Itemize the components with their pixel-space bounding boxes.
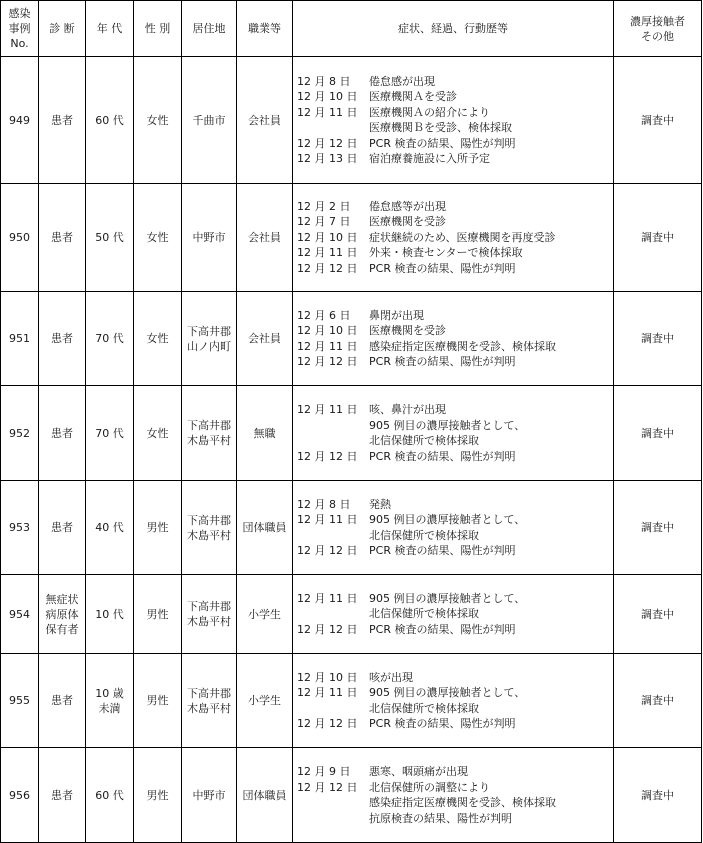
event-text: PCR 検査の結果、陽性が判明 — [369, 261, 516, 275]
event-date: 12 月 8 日 — [297, 74, 351, 88]
case-no-cell-text: 953 — [9, 521, 30, 534]
header-row — [1, 1, 702, 57]
diagnosis-cell — [39, 184, 86, 292]
contacts-cell — [614, 481, 702, 575]
contacts-cell — [614, 184, 702, 292]
events-cell — [293, 748, 614, 843]
event-date: 12 月 11 日 — [297, 591, 358, 605]
table-row — [1, 481, 702, 575]
diagnosis-cell — [39, 57, 86, 184]
occupation-cell — [237, 748, 293, 843]
case-no-cell — [1, 481, 39, 575]
sex-cell — [134, 386, 182, 481]
residence-cell — [182, 748, 237, 843]
event-text: 咳が出現 — [369, 670, 413, 684]
event-date: 12 月 11 日 — [297, 686, 358, 699]
event-text: 905 例目の濃厚接触者として、 — [369, 418, 526, 432]
case-no-cell — [1, 386, 39, 481]
residence-cell — [182, 654, 237, 748]
age-cell-text: 70 代 — [95, 426, 124, 440]
diagnosis-cell — [39, 654, 86, 748]
sex-cell-text: 女性 — [146, 231, 169, 244]
residence-cell — [182, 575, 237, 654]
table-row — [1, 575, 702, 654]
event-date: 12 月 12 日 — [297, 717, 358, 730]
contacts-cell-text: 調査中 — [641, 788, 674, 802]
header-contacts-line: 濃厚接触者 — [630, 14, 685, 28]
age-cell — [86, 654, 134, 748]
sex-cell — [134, 57, 182, 184]
event-text: 医療機関を受診 — [369, 215, 446, 229]
event-text: 抗原検査の結果、陽性が判明 — [369, 811, 512, 825]
table-body — [1, 57, 702, 843]
diagnosis-cell-text: 患者 — [51, 113, 73, 127]
age-cell — [86, 386, 134, 481]
events-cell — [293, 575, 614, 654]
contacts-cell-text: 調査中 — [641, 607, 674, 621]
event-date — [297, 418, 369, 434]
contacts-cell-text: 調査中 — [641, 521, 674, 534]
event-date — [297, 433, 369, 449]
residence-cell-text: 木島平村 — [187, 701, 231, 715]
event-date: 12 月 11 日 — [297, 513, 358, 526]
event-text: 905 例目の濃厚接触者として、 — [369, 513, 526, 526]
event-text: 悪寒、咽頭痛が出現 — [369, 765, 468, 778]
header-case-no-line: No. — [10, 37, 29, 50]
diagnosis-cell-text: 患者 — [51, 788, 73, 802]
header-case-no-line: 感染 — [8, 7, 31, 20]
diagnosis-cell-text: 保有者 — [45, 622, 79, 636]
event-text: 北信保健所で検体採取 — [369, 607, 479, 621]
event-list — [297, 764, 609, 826]
header-case-no — [1, 1, 39, 57]
event-list — [297, 497, 609, 559]
diagnosis-cell — [39, 575, 86, 654]
age-cell-text: 70 代 — [95, 332, 124, 345]
event-text: 北信保健所で検体採取 — [369, 434, 479, 447]
case-no-cell — [1, 654, 39, 748]
diagnosis-cell-text: 無症状 — [45, 592, 79, 606]
event-text: 北信保健所の調整により — [369, 780, 490, 794]
sex-cell-text: 男性 — [146, 788, 169, 802]
residence-cell-text: 山ノ内町 — [187, 339, 231, 353]
case-no-cell — [1, 184, 39, 292]
header-contacts — [614, 1, 702, 57]
contacts-cell — [614, 654, 702, 748]
table-row — [1, 654, 702, 748]
event-date: 12 月 12 日 — [297, 261, 358, 275]
event-date: 12 月 12 日 — [297, 622, 358, 636]
event-date — [297, 120, 369, 136]
event-text: 医療機関Ａの紹介により — [369, 105, 490, 119]
diagnosis-cell-text: 患者 — [51, 694, 73, 707]
header-contacts-line: その他 — [641, 29, 674, 43]
case-no-cell-text: 949 — [9, 113, 30, 127]
event-text: PCR 検査の結果、陽性が判明 — [369, 622, 516, 636]
age-cell-text: 60 代 — [95, 788, 124, 802]
case-no-cell-text: 954 — [9, 607, 30, 621]
header-age: 年 代 — [86, 1, 134, 57]
header-residence: 居住地 — [182, 1, 237, 57]
event-text: 医療機関を受診 — [369, 324, 446, 337]
contacts-cell — [614, 57, 702, 184]
event-date — [297, 795, 369, 811]
events-cell — [293, 292, 614, 386]
residence-cell-text: 木島平村 — [187, 434, 231, 447]
event-text: 鼻閉が出現 — [369, 308, 424, 322]
sex-cell-text: 男性 — [146, 694, 169, 707]
sex-cell — [134, 292, 182, 386]
contacts-cell — [614, 575, 702, 654]
event-text: 医療機関Ｂを受診、検体採取 — [369, 121, 512, 134]
residence-cell-text: 下高井郡 — [187, 686, 231, 700]
diagnosis-cell — [39, 386, 86, 481]
header-case-no-line: 事例 — [8, 22, 31, 35]
residence-cell-text: 下高井郡 — [187, 324, 231, 338]
event-text: 北信保健所で検体採取 — [369, 701, 479, 715]
occupation-cell — [237, 57, 293, 184]
residence-cell — [182, 481, 237, 575]
diagnosis-cell-text: 患者 — [51, 521, 73, 534]
event-text: 咳、鼻汁が出現 — [369, 403, 446, 416]
header-events: 症状、経過、行動歴等 — [293, 1, 614, 57]
event-date: 12 月 11 日 — [297, 105, 358, 119]
contacts-cell — [614, 748, 702, 843]
occupation-cell — [237, 292, 293, 386]
events-cell — [293, 184, 614, 292]
case-no-cell-text: 956 — [9, 788, 30, 802]
contacts-cell-text: 調査中 — [641, 426, 674, 440]
residence-cell-text: 中野市 — [192, 231, 226, 244]
event-date: 12 月 11 日 — [297, 403, 358, 416]
residence-cell — [182, 386, 237, 481]
case-no-cell — [1, 292, 39, 386]
age-cell-text: 40 代 — [95, 521, 124, 534]
occupation-cell-text: 会社員 — [248, 113, 281, 127]
occupation-cell — [237, 654, 293, 748]
case-no-cell — [1, 748, 39, 843]
occupation-cell-text: 小学生 — [248, 607, 281, 621]
age-cell-text: 10 歳 — [95, 686, 124, 700]
case-no-cell-text: 952 — [9, 426, 30, 440]
occupation-cell-text: 小学生 — [248, 694, 281, 707]
table-row — [1, 184, 702, 292]
residence-cell-text: 木島平村 — [187, 615, 231, 628]
event-date: 12 月 12 日 — [297, 449, 358, 463]
sex-cell-text: 女性 — [146, 113, 169, 127]
diagnosis-cell-text: 病原体 — [45, 607, 79, 621]
header-sex: 性 別 — [134, 1, 182, 57]
residence-cell — [182, 292, 237, 386]
diagnosis-cell — [39, 292, 86, 386]
sex-cell-text: 男性 — [146, 607, 169, 621]
age-cell — [86, 575, 134, 654]
residence-cell-text: 下高井郡 — [187, 419, 231, 432]
event-text: 医療機関Ａを受診 — [369, 90, 457, 103]
event-text: 宿泊療養施設に入所予定 — [369, 152, 490, 165]
sex-cell — [134, 184, 182, 292]
occupation-cell — [237, 386, 293, 481]
event-list — [297, 670, 609, 732]
diagnosis-cell-text: 患者 — [51, 426, 73, 440]
occupation-cell-text: 無職 — [253, 426, 276, 440]
age-cell-text: 60 代 — [95, 113, 124, 127]
occupation-cell — [237, 481, 293, 575]
event-text: PCR 検査の結果、陽性が判明 — [369, 544, 516, 557]
contacts-cell — [614, 386, 702, 481]
age-cell — [86, 292, 134, 386]
age-cell-text: 50 代 — [95, 231, 124, 244]
age-cell — [86, 184, 134, 292]
residence-cell-text: 下高井郡 — [187, 600, 231, 613]
event-text: 北信保健所で検体採取 — [369, 528, 479, 542]
event-date: 12 月 9 日 — [297, 765, 351, 778]
contacts-cell-text: 調査中 — [641, 113, 674, 127]
age-cell — [86, 748, 134, 843]
residence-cell-text: 千曲市 — [192, 113, 226, 127]
event-list — [297, 199, 609, 277]
case-no-cell-text: 950 — [9, 231, 30, 244]
event-date: 12 月 12 日 — [297, 136, 358, 150]
sex-cell — [134, 575, 182, 654]
event-text: 外来・検査センターで検体採取 — [369, 246, 523, 260]
event-list — [297, 591, 609, 638]
events-cell — [293, 57, 614, 184]
event-date — [297, 811, 369, 827]
occupation-cell — [237, 184, 293, 292]
event-date: 12 月 10 日 — [297, 670, 358, 684]
residence-cell-text: 中野市 — [192, 788, 226, 802]
diagnosis-cell-text: 患者 — [51, 332, 73, 345]
event-date: 12 月 11 日 — [297, 339, 358, 353]
event-text: 倦怠感が出現 — [369, 74, 435, 88]
event-text: 905 例目の濃厚接触者として、 — [369, 686, 526, 699]
event-date: 12 月 10 日 — [297, 90, 358, 103]
contacts-cell-text: 調査中 — [641, 694, 674, 707]
diagnosis-cell — [39, 748, 86, 843]
event-text: PCR 検査の結果、陽性が判明 — [369, 717, 516, 730]
event-text: 発熱 — [369, 497, 391, 511]
events-cell — [293, 386, 614, 481]
case-no-cell — [1, 57, 39, 184]
table-row — [1, 748, 702, 843]
event-date: 12 月 10 日 — [297, 324, 358, 337]
event-date: 12 月 2 日 — [297, 199, 351, 213]
age-cell — [86, 481, 134, 575]
occupation-cell — [237, 575, 293, 654]
event-list — [297, 74, 609, 167]
contacts-cell-text: 調査中 — [641, 231, 674, 244]
event-date — [297, 701, 369, 717]
event-list — [297, 308, 609, 370]
event-list — [297, 402, 609, 464]
table-row — [1, 292, 702, 386]
event-text: PCR 検査の結果、陽性が判明 — [369, 449, 516, 463]
table-row — [1, 57, 702, 184]
event-date: 12 月 7 日 — [297, 215, 351, 229]
event-date: 12 月 8 日 — [297, 497, 351, 511]
event-date: 12 月 12 日 — [297, 544, 358, 557]
event-text: 感染症指定医療機関を受診、検体採取 — [369, 339, 556, 353]
contacts-cell-text: 調査中 — [641, 332, 674, 345]
case-no-cell — [1, 575, 39, 654]
event-date: 12 月 10 日 — [297, 230, 358, 244]
header-occupation: 職業等 — [237, 1, 293, 57]
sex-cell — [134, 481, 182, 575]
sex-cell-text: 男性 — [146, 521, 169, 534]
event-date: 12 月 12 日 — [297, 355, 358, 368]
residence-cell-text: 下高井郡 — [187, 513, 231, 527]
residence-cell — [182, 57, 237, 184]
case-no-cell-text: 951 — [9, 332, 30, 345]
residence-cell-text: 木島平村 — [187, 528, 231, 542]
events-cell — [293, 481, 614, 575]
sex-cell — [134, 654, 182, 748]
sex-cell-text: 女性 — [146, 426, 169, 440]
occupation-cell-text: 会社員 — [248, 332, 281, 345]
contacts-cell — [614, 292, 702, 386]
event-date — [297, 606, 369, 622]
event-text: 倦怠感等が出現 — [369, 199, 446, 213]
event-text: PCR 検査の結果、陽性が判明 — [369, 355, 516, 368]
event-text: PCR 検査の結果、陽性が判明 — [369, 136, 516, 150]
case-no-cell-text: 955 — [9, 694, 30, 707]
age-cell — [86, 57, 134, 184]
age-cell-text: 未満 — [98, 701, 121, 715]
event-text: 905 例目の濃厚接触者として、 — [369, 591, 526, 605]
event-date: 12 月 13 日 — [297, 152, 358, 165]
occupation-cell-text: 会社員 — [248, 231, 281, 244]
event-date: 12 月 6 日 — [297, 308, 351, 322]
residence-cell — [182, 184, 237, 292]
diagnosis-cell-text: 患者 — [51, 231, 73, 244]
event-date: 12 月 11 日 — [297, 246, 358, 260]
occupation-cell-text: 団体職員 — [242, 521, 287, 534]
events-cell — [293, 654, 614, 748]
occupation-cell-text: 団体職員 — [242, 788, 287, 802]
header-diagnosis: 診 断 — [39, 1, 86, 57]
event-text: 症状継続のため、医療機関を再度受診 — [369, 230, 556, 244]
event-date — [297, 528, 369, 544]
table-row — [1, 386, 702, 481]
event-text: 感染症指定医療機関を受診、検体採取 — [369, 796, 556, 809]
diagnosis-cell — [39, 481, 86, 575]
sex-cell — [134, 748, 182, 843]
age-cell-text: 10 代 — [95, 607, 124, 621]
event-date: 12 月 12 日 — [297, 780, 358, 794]
sex-cell-text: 女性 — [146, 332, 169, 345]
